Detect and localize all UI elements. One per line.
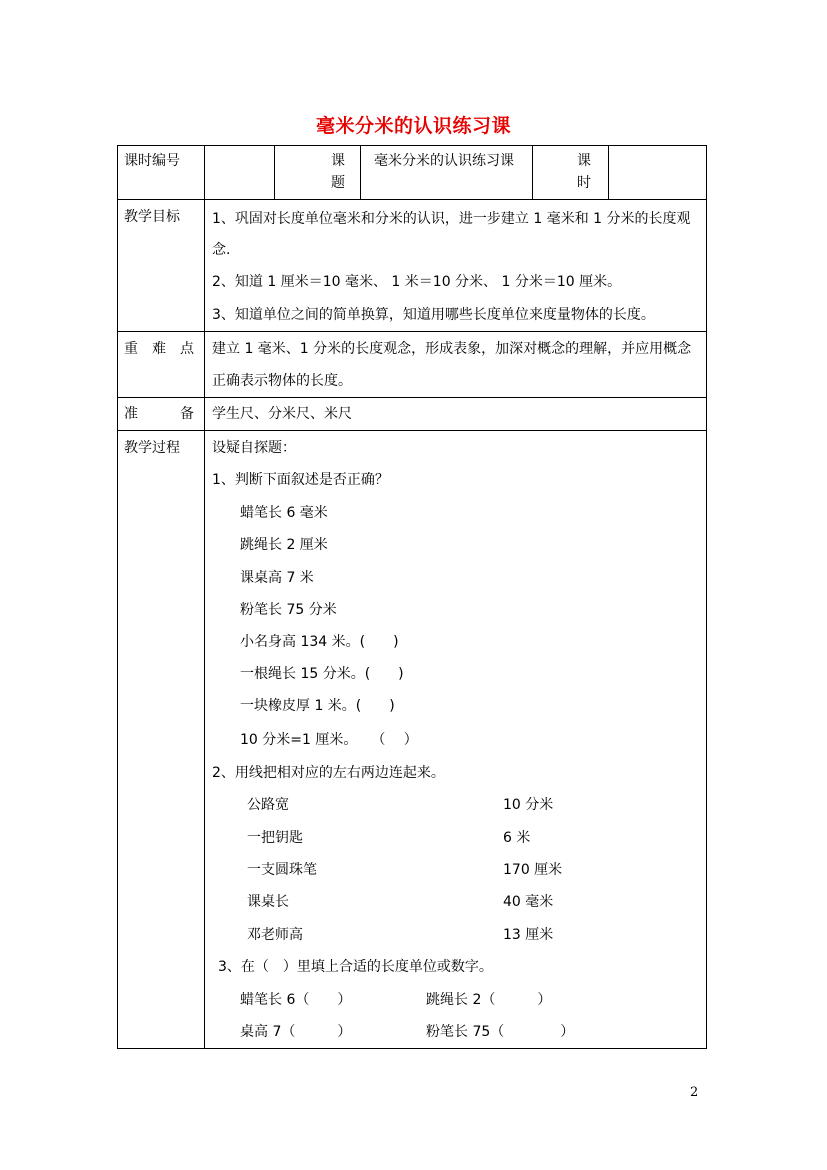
goal-line-2: 2、知道 1 厘米＝10 毫米、 1 米＝10 分米、 1 分米＝10 厘米。 (212, 274, 622, 290)
prep-value: 学生尺、分米尺、米尺 (212, 406, 352, 422)
row-divider (117, 199, 707, 200)
q2-right-item: 13 厘米 (503, 927, 554, 943)
q2-right-item: 40 毫米 (503, 894, 554, 910)
q1-item: 10 分米=1 厘米。 （ ） (240, 732, 418, 748)
prep-label: 准 备 (124, 406, 194, 422)
q3-item: 桌高 7（ ） (240, 1024, 352, 1040)
goal-line-3: 3、知道单位之间的简单换算，知道用哪些长度单位来度量物体的长度。 (212, 307, 655, 323)
row-divider (117, 430, 707, 431)
q2-left-item: 一把钥匙 (247, 830, 303, 846)
keypoints-line-1: 建立 1 毫米、1 分米的长度观念，形成表象，加深对概念的理解，并应用概念 (212, 341, 692, 357)
q1-item: 小名身高 134 米。( ) (240, 634, 399, 650)
period-label-bottom: 时 (577, 175, 591, 191)
topic-value: 毫米分米的认识练习课 (374, 153, 514, 169)
keypoints-line-2: 正确表示物体的长度。 (212, 373, 352, 389)
q2-right-item: 170 厘米 (503, 862, 563, 878)
column-divider (274, 145, 275, 199)
q3-item: 粉笔长 75（ ） (426, 1024, 575, 1040)
keypoints-label: 重 难 点 (124, 341, 194, 357)
column-divider (204, 145, 205, 1049)
period-label-top: 课 (577, 153, 591, 169)
column-divider (360, 145, 361, 199)
process-intro: 设疑自探题： (212, 440, 296, 456)
row-divider (117, 397, 707, 398)
question-2: 2、用线把相对应的左右两边连起来。 (212, 765, 445, 781)
goals-label: 教学目标 (124, 209, 180, 225)
topic-label-top: 课 (331, 153, 345, 169)
q2-right-item: 10 分米 (503, 797, 554, 813)
q1-item: 一块橡皮厚 1 米。( ) (240, 698, 395, 714)
q1-item: 跳绳长 2 厘米 (240, 537, 328, 553)
q1-item: 粉笔长 75 分米 (240, 602, 337, 618)
goal-line-1-cont: 念. (212, 242, 231, 258)
process-label: 教学过程 (124, 440, 180, 456)
document-title: 毫米分米的认识练习课 (315, 115, 511, 137)
question-3: 3、在（ ）里填上合适的长度单位或数字。 (218, 959, 493, 975)
topic-label-bottom: 题 (331, 175, 345, 191)
q3-item: 跳绳长 2（ ） (426, 992, 552, 1008)
q2-right-item: 6 米 (503, 830, 531, 846)
q2-left-item: 课桌长 (247, 894, 289, 910)
q1-item: 蜡笔长 6 毫米 (240, 505, 328, 521)
q2-left-item: 邓老师高 (247, 927, 303, 943)
column-divider (532, 145, 533, 199)
row-divider (117, 331, 707, 332)
goal-line-1: 1、巩固对长度单位毫米和分米的认识，进一步建立 1 毫米和 1 分米的长度观 (212, 211, 691, 227)
q1-item: 课桌高 7 米 (240, 570, 314, 586)
page-number: 2 (690, 1085, 699, 1100)
q2-left-item: 公路宽 (247, 797, 289, 813)
q1-item: 一根绳长 15 分米。( ) (240, 666, 404, 682)
q2-left-item: 一支圆珠笔 (247, 862, 317, 878)
question-1: 1、判断下面叙述是否正确？ (212, 472, 389, 488)
q3-item: 蜡笔长 6（ ） (240, 992, 352, 1008)
column-divider (608, 145, 609, 199)
lesson-number-label: 课时编号 (124, 153, 180, 169)
